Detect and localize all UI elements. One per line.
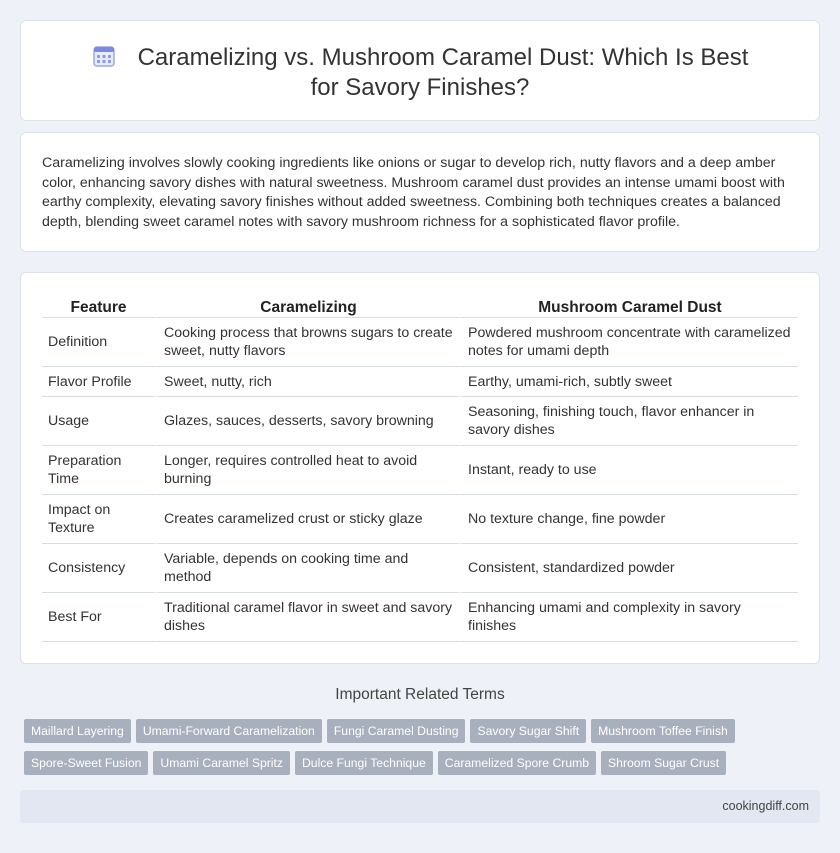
table-row xyxy=(42,367,798,397)
related-terms-tags xyxy=(24,719,824,783)
page-title: Caramelizing vs. Mushroom Caramel Dust: Which Is Best for Savory Finishes? xyxy=(137,44,749,101)
feature-cell: Consistency xyxy=(42,544,155,593)
feature-cell: Impact on Texture xyxy=(42,495,155,544)
caramelizing-cell: Sweet, nutty, rich xyxy=(155,367,459,397)
related-term-tag[interactable]: Umami-Forward Caramelization xyxy=(136,719,322,743)
related-term-tag[interactable]: Savory Sugar Shift xyxy=(470,719,586,743)
related-term-tag[interactable]: Spore-Sweet Fusion xyxy=(24,751,148,775)
related-term-tag[interactable]: Caramelized Spore Crumb xyxy=(438,751,596,775)
tag-row xyxy=(24,719,824,751)
related-terms-heading: Important Related Terms xyxy=(335,686,505,703)
mushroom-dust-cell: Earthy, umami-rich, subtly sweet xyxy=(459,367,798,397)
caramelizing-cell: Glazes, sauces, desserts, savory browning xyxy=(155,397,459,446)
table-row xyxy=(42,593,798,642)
caramelizing-cell: Variable, depends on cooking time and method xyxy=(155,544,459,593)
table-row xyxy=(42,397,798,446)
footer-bar xyxy=(20,790,820,823)
feature-cell: Usage xyxy=(42,397,155,446)
caramelizing-cell: Cooking process that browns sugars to create sweet, nutty flavors xyxy=(155,318,459,367)
header-caramelizing: Caramelizing xyxy=(155,296,459,318)
calendar-icon xyxy=(92,44,116,68)
related-term-tag[interactable]: Maillard Layering xyxy=(24,719,131,743)
table-row xyxy=(42,544,798,593)
caramelizing-cell: Longer, requires controlled heat to avoid burning xyxy=(155,446,459,495)
mushroom-dust-cell: Enhancing umami and complexity in savory finishes xyxy=(459,593,798,642)
related-term-tag[interactable]: Shroom Sugar Crust xyxy=(601,751,726,775)
mushroom-dust-cell: Powdered mushroom concentrate with caramelized notes for umami depth xyxy=(459,318,798,367)
feature-cell: Flavor Profile xyxy=(42,367,155,397)
page-title-wrap xyxy=(21,43,819,103)
related-term-tag[interactable]: Fungi Caramel Dusting xyxy=(327,719,466,743)
header-mushroom-caramel-dust: Mushroom Caramel Dust xyxy=(459,296,798,318)
title-card xyxy=(20,20,820,121)
mushroom-dust-cell: Seasoning, finishing touch, flavor enhancer in savory dishes xyxy=(459,397,798,446)
mushroom-dust-cell: No texture change, fine powder xyxy=(459,495,798,544)
intro-paragraph: Caramelizing involves slowly cooking ingredients like onions or sugar to develop rich, nutty flavors and a deep amber color, enhancing savory dishes with natural sweetness. Mushroom caramel dust provides an intense umami boost with earthy complexity, elevating savory finishes without added sweetness. Combining both techniques creates a balanced depth, blending sweet caramel notes with savory mushroom richness for a sophisticated flavor profile. xyxy=(42,155,785,230)
table-row xyxy=(42,495,798,544)
mushroom-dust-cell: Consistent, standardized powder xyxy=(459,544,798,593)
table-header-row xyxy=(42,296,798,318)
feature-cell: Definition xyxy=(42,318,155,367)
feature-cell: Best For xyxy=(42,593,155,642)
intro-card xyxy=(20,132,820,252)
related-term-tag[interactable]: Dulce Fungi Technique xyxy=(295,751,433,775)
tag-row xyxy=(24,751,824,783)
comparison-table xyxy=(42,296,798,642)
caramelizing-cell: Traditional caramel flavor in sweet and savory dishes xyxy=(155,593,459,642)
footer-site-link[interactable]: cookingdiff.com xyxy=(722,799,809,813)
table-row xyxy=(42,318,798,367)
comparison-card xyxy=(20,272,820,664)
table-row xyxy=(42,446,798,495)
header-feature: Feature xyxy=(42,296,155,318)
related-term-tag[interactable]: Umami Caramel Spritz xyxy=(153,751,290,775)
related-term-tag[interactable]: Mushroom Toffee Finish xyxy=(591,719,735,743)
mushroom-dust-cell: Instant, ready to use xyxy=(459,446,798,495)
caramelizing-cell: Creates caramelized crust or sticky glaze xyxy=(155,495,459,544)
feature-cell: Preparation Time xyxy=(42,446,155,495)
